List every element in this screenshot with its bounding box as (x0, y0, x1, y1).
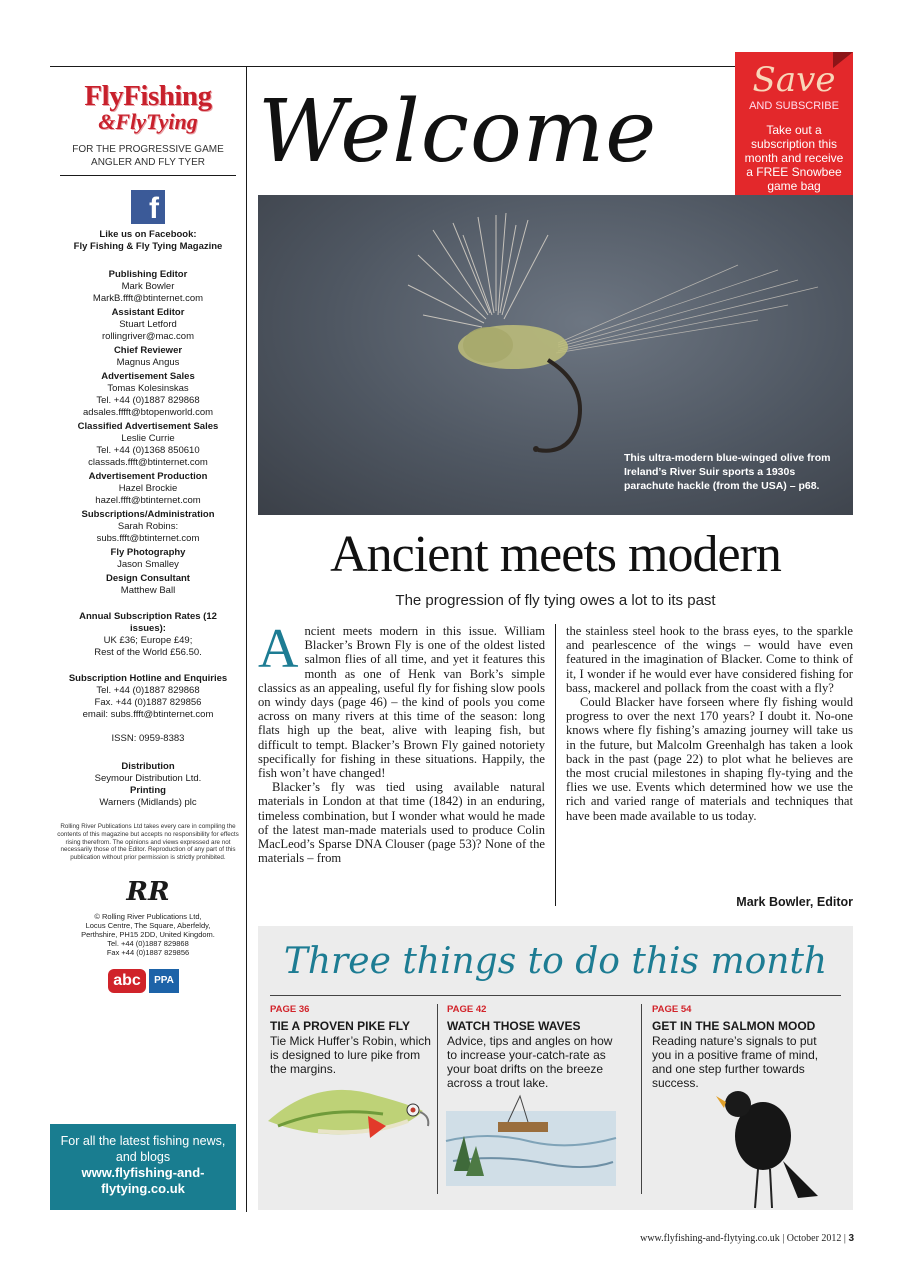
staff-line: Tomas Kolesinskas (107, 383, 189, 394)
subscription-hotline (50, 673, 246, 721)
staff-line: Mark Bowler (121, 281, 175, 292)
item-heading: GET IN THE SALMON MOOD (652, 1019, 816, 1033)
article-headline: Ancient meets modern (330, 526, 781, 583)
masthead-sidebar (50, 67, 246, 1212)
staff-entry (50, 371, 246, 419)
hotline-title: Subscription Hotline and Enquiries (68, 673, 228, 684)
staff-entry (50, 345, 246, 369)
three-things-item[interactable] (447, 1004, 617, 1090)
facebook-icon[interactable]: f (131, 190, 165, 224)
staff-role: Design Consultant (106, 573, 190, 584)
tagline: FOR THE PROGRESSIVE GAME ANGLER AND FLY TYER (72, 144, 224, 168)
footer-text: www.flyfishing-and-flytying.co.uk | October 2012 | (640, 1233, 846, 1244)
staff-line: Jason Smalley (117, 559, 179, 570)
staff-role: Classified Advertisement Sales (77, 421, 219, 432)
staff-entry (50, 421, 246, 469)
column-divider (555, 624, 556, 906)
save-title: Save (752, 60, 836, 100)
staff-line: Matthew Ball (120, 585, 176, 596)
rates-line: UK £36; Europe £49; (103, 635, 193, 646)
item-heading: TIE A PROVEN PIKE FLY (270, 1019, 411, 1033)
three-things-item[interactable] (652, 1004, 822, 1090)
hotline-tel: Tel. +44 (0)1887 829868 (96, 685, 200, 696)
staff-role: Chief Reviewer (113, 345, 183, 356)
ppa-badge: PPA (149, 969, 179, 993)
staff-line: Leslie Currie (121, 433, 175, 444)
blackbird-illustration (716, 1091, 818, 1208)
three-things-title: Three things to do this month (283, 941, 828, 982)
hotline-email: email: subs.ffft@btinternet.com (82, 709, 214, 720)
item-body: Tie Mick Huffer’s Robin, which is designed to lure pike from the margins. (270, 1034, 431, 1076)
hotline-fax: Fax. +44 (0)1887 829856 (94, 697, 202, 708)
copyright (50, 912, 246, 957)
editor-signoff: Mark Bowler, Editor (736, 895, 853, 909)
staff-line: Magnus Angus (116, 357, 180, 368)
staff-line: rollingriver@mac.com (102, 331, 194, 342)
page-number: 3 (848, 1233, 854, 1244)
item-page: PAGE 42 (447, 1004, 487, 1015)
facebook-label (50, 229, 246, 253)
copyright-line: Tel. +44 (0)1887 829868 (107, 938, 189, 948)
three-things-item[interactable] (270, 1004, 440, 1076)
staff-line: MarkB.ffft@btinternet.com (92, 293, 204, 304)
abc-badge: abc (108, 969, 146, 993)
tagline-rule (60, 175, 236, 176)
article-column-2 (566, 624, 853, 823)
facebook-label-line1: Like us on Facebook: (99, 229, 197, 240)
distribution-value: Seymour Distribution Ltd. (94, 773, 202, 784)
page-footer (560, 1232, 854, 1246)
staff-line: Tel. +44 (0)1887 829868 (96, 395, 200, 406)
save-corner-fold (833, 52, 853, 68)
three-things-rule (270, 995, 841, 996)
staff-line: Hazel Brockie (118, 483, 178, 494)
item-divider (437, 1004, 438, 1194)
staff-role: Assistant Editor (111, 307, 185, 318)
dropcap: A (258, 618, 299, 680)
rolling-river-logo: RR (126, 876, 170, 907)
article-subhead: The progression of fly tying owes a lot to its past (395, 592, 716, 609)
staff-role: Advertisement Production (88, 471, 208, 482)
staff-line: adsales.fffft@btopenworld.com (82, 407, 214, 418)
staff-list (50, 269, 246, 597)
logo-flytying: &FlyTying (98, 109, 198, 134)
membership-badges (108, 969, 188, 993)
sidebar-divider (246, 67, 247, 1212)
disclaimer: Rolling River Publications Ltd takes every care in compiling the contents of this magazine but accepts no responsibility for effects rising therefrom. The opinions and views expressed are not necessarily those of the Editor. Reproduction of any part of this publication without prior permission is strictly prohibited. (57, 823, 239, 862)
facebook-label-line2: Fly Fishing & Fly Tying Magazine (73, 241, 223, 252)
copyright-line: Fax +44 (0)1887 829856 (106, 947, 190, 957)
pike-fly-illustration (268, 1090, 428, 1138)
staff-role: Subscriptions/Administration (81, 509, 215, 520)
article-column-1 (258, 618, 545, 866)
article-paragraph: Blacker’s fly was tied using available natural materials in London at that time (1842) in an enduring, timeless combination, but I wonder what would he made of the latest man-made materials used to produce Colin MacLeod’s Sparse DNA Clouser (page 53)? None of the materials – from (258, 780, 545, 866)
article-paragraph: ncient meets modern in this issue. William Blacker’s Brown Fly is one of the oldest listed salmon flies of all time, and yet it features this month as one of Henk van Bork’s simple classics as an appealing, useful fly for fishing slow pools on windy days (page 46) – the kind of pools you come across on many rivers at this time of the season: long flats high up the beat, alive with leaping fish, but difficult to tempt. Blacker’s Brown Fly gained notoriety specifically for fishing in these situations. Happily, the fish won’t have changed! (258, 624, 545, 781)
rates-title: Annual Subscription Rates (12 issues): (79, 611, 217, 634)
staff-role: Publishing Editor (108, 269, 188, 280)
boat-waves-illustration (446, 1096, 616, 1186)
promo-text: For all the latest fishing news, and blogs (60, 1134, 226, 1164)
save-body: Take out a subscription this month and receive a FREE Snowbee game bag (744, 123, 844, 193)
staff-line: hazel.ffft@btinternet.com (95, 495, 201, 506)
item-divider (641, 1004, 642, 1194)
item-body: Advice, tips and angles on how to increase your-catch-rate as your boat drifts on the breeze across a trout lake. (447, 1034, 613, 1090)
copyright-line: Locus Centre, The Square, Aberfeldy, (85, 920, 211, 930)
item-body: Reading nature’s signals to put you in a positive frame of mind, and one step further towards success. (652, 1034, 819, 1090)
article-paragraph: Could Blacker have forseen where fly fishing would progress to over the next 170 years? I doubt it. No-one knows where fly fishing’s amazing journey will take us in the future, but Malcolm Greenhalgh has taken a look back in the past (page 22) to plot what he believes are the most crucial milestones in shaping fly-tying and the flies we use. Events which determined how we use the rich and varied range of materials and techniques that have been made available to us today. (566, 695, 853, 823)
welcome-title: Welcome (258, 82, 658, 182)
staff-entry (50, 547, 246, 571)
printing-value: Warners (Midlands) plc (99, 797, 197, 808)
distribution (50, 761, 246, 809)
staff-entry (50, 307, 246, 343)
article-paragraph: the stainless steel hook to the brass eyes, to the sparkle and pearlescence of the wings – would have even featured in the imagination of Blacker. Come to think of it, I wonder if he would ever have considered fishing for bass, mackerel and pollack from the coast with a fly? (566, 624, 853, 695)
item-heading: WATCH THOSE WAVES (447, 1019, 581, 1033)
item-page: PAGE 36 (270, 1004, 310, 1015)
staff-entry (50, 509, 246, 545)
staff-line: classads.ffft@btinternet.com (88, 457, 208, 468)
staff-line: Sarah Robins: (117, 521, 179, 532)
rates-line: Rest of the World £56.50. (94, 647, 202, 658)
staff-role: Fly Photography (110, 547, 186, 558)
distribution-title: Distribution (121, 761, 175, 772)
staff-line: Stuart Letford (119, 319, 177, 330)
item-page: PAGE 54 (652, 1004, 692, 1015)
logo-flyfishing: FlyFishing (84, 80, 212, 112)
copyright-line: © Rolling River Publications Ltd, (94, 911, 202, 921)
save-subtitle: AND SUBSCRIBE (749, 100, 839, 112)
staff-entry (50, 573, 246, 597)
copyright-line: Perthshire, PH15 2DD, United Kingdom. (81, 929, 215, 939)
promo-url[interactable]: www.flyfishing-and-flytying.co.uk (81, 1165, 205, 1196)
issn: ISSN: 0959-8383 (111, 733, 185, 744)
staff-entry (50, 471, 246, 507)
staff-role: Advertisement Sales (101, 371, 195, 382)
staff-line: subs.ffft@btinternet.com (96, 533, 200, 544)
subscription-rates (50, 611, 246, 659)
staff-line: Tel. +44 (0)1368 850610 (96, 445, 200, 456)
printing-title: Printing (130, 785, 166, 796)
website-promo[interactable] (50, 1124, 236, 1210)
staff-entry (50, 269, 246, 305)
photo-caption: This ultra-modern blue-winged olive from Ireland’s River Suir sports a 1930s parachute hackle (from the USA) – p68. (624, 452, 831, 492)
